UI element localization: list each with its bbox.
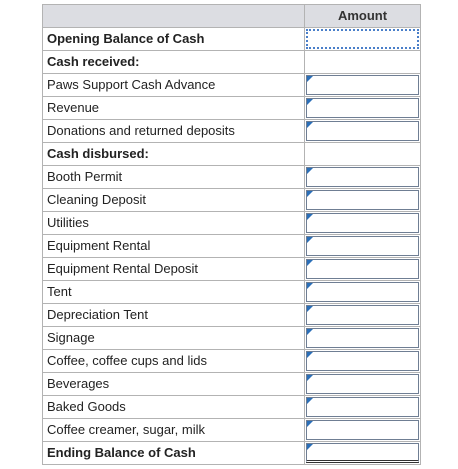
row-label: Signage [43,327,305,350]
row-label: Coffee, coffee cups and lids [43,350,305,373]
table-row [43,304,421,327]
amount-input[interactable] [306,443,419,463]
amount-cell[interactable] [305,304,421,327]
table-row [43,166,421,189]
amount-input[interactable] [306,351,419,371]
table-row [43,51,421,74]
row-label: Booth Permit [43,166,305,189]
table-row [43,258,421,281]
row-label: Beverages [43,373,305,396]
row-label: Depreciation Tent [43,304,305,327]
row-label: Baked Goods [43,396,305,419]
table-row [43,396,421,419]
amount-input[interactable] [306,259,419,279]
amount-input-selected[interactable] [306,29,419,49]
amount-cell[interactable] [305,166,421,189]
row-label: Equipment Rental Deposit [43,258,305,281]
table-row [43,442,421,465]
row-label: Paws Support Cash Advance [43,74,305,97]
amount-cell[interactable] [305,212,421,235]
row-label: Tent [43,281,305,304]
amount-cell[interactable] [305,97,421,120]
row-label: Cleaning Deposit [43,189,305,212]
amount-cell[interactable] [305,442,421,465]
row-label: Equipment Rental [43,235,305,258]
amount-input[interactable] [306,374,419,394]
amount-input[interactable] [306,420,419,440]
amount-input[interactable] [306,98,419,118]
amount-input[interactable] [306,190,419,210]
amount-input[interactable] [306,282,419,302]
amount-cell[interactable] [305,189,421,212]
row-label: Revenue [43,97,305,120]
amount-input[interactable] [306,305,419,325]
row-label: Ending Balance of Cash [43,442,305,465]
amount-input[interactable] [306,397,419,417]
amount-cell[interactable] [305,281,421,304]
header-blank [43,5,305,28]
row-label: Donations and returned deposits [43,120,305,143]
table-row [43,120,421,143]
amount-cell[interactable] [305,74,421,97]
amount-cell [305,51,421,74]
header-row [43,5,421,28]
amount-cell[interactable] [305,396,421,419]
table-row [43,235,421,258]
row-label: Opening Balance of Cash [43,28,305,51]
amount-input[interactable] [306,121,419,141]
table-row [43,419,421,442]
table-row [43,28,421,51]
amount-cell[interactable] [305,327,421,350]
row-label: Cash disbursed: [43,143,305,166]
table-row [43,212,421,235]
amount-cell[interactable] [305,258,421,281]
cash-budget-worksheet [42,4,421,465]
amount-input[interactable] [306,167,419,187]
amount-cell[interactable] [305,120,421,143]
amount-input[interactable] [306,75,419,95]
table-row [43,97,421,120]
row-label: Utilities [43,212,305,235]
row-label: Cash received: [43,51,305,74]
amount-cell[interactable] [305,419,421,442]
amount-input[interactable] [306,213,419,233]
amount-cell[interactable] [305,350,421,373]
amount-input[interactable] [306,328,419,348]
table-row [43,281,421,304]
table-row [43,350,421,373]
table-row [43,373,421,396]
table-row [43,74,421,97]
amount-cell[interactable] [305,28,421,51]
header-amount: Amount [305,5,421,28]
table-row [43,189,421,212]
table-row [43,143,421,166]
amount-input[interactable] [306,236,419,256]
amount-cell[interactable] [305,373,421,396]
row-label: Coffee creamer, sugar, milk [43,419,305,442]
table-row [43,327,421,350]
amount-cell[interactable] [305,235,421,258]
amount-cell [305,143,421,166]
